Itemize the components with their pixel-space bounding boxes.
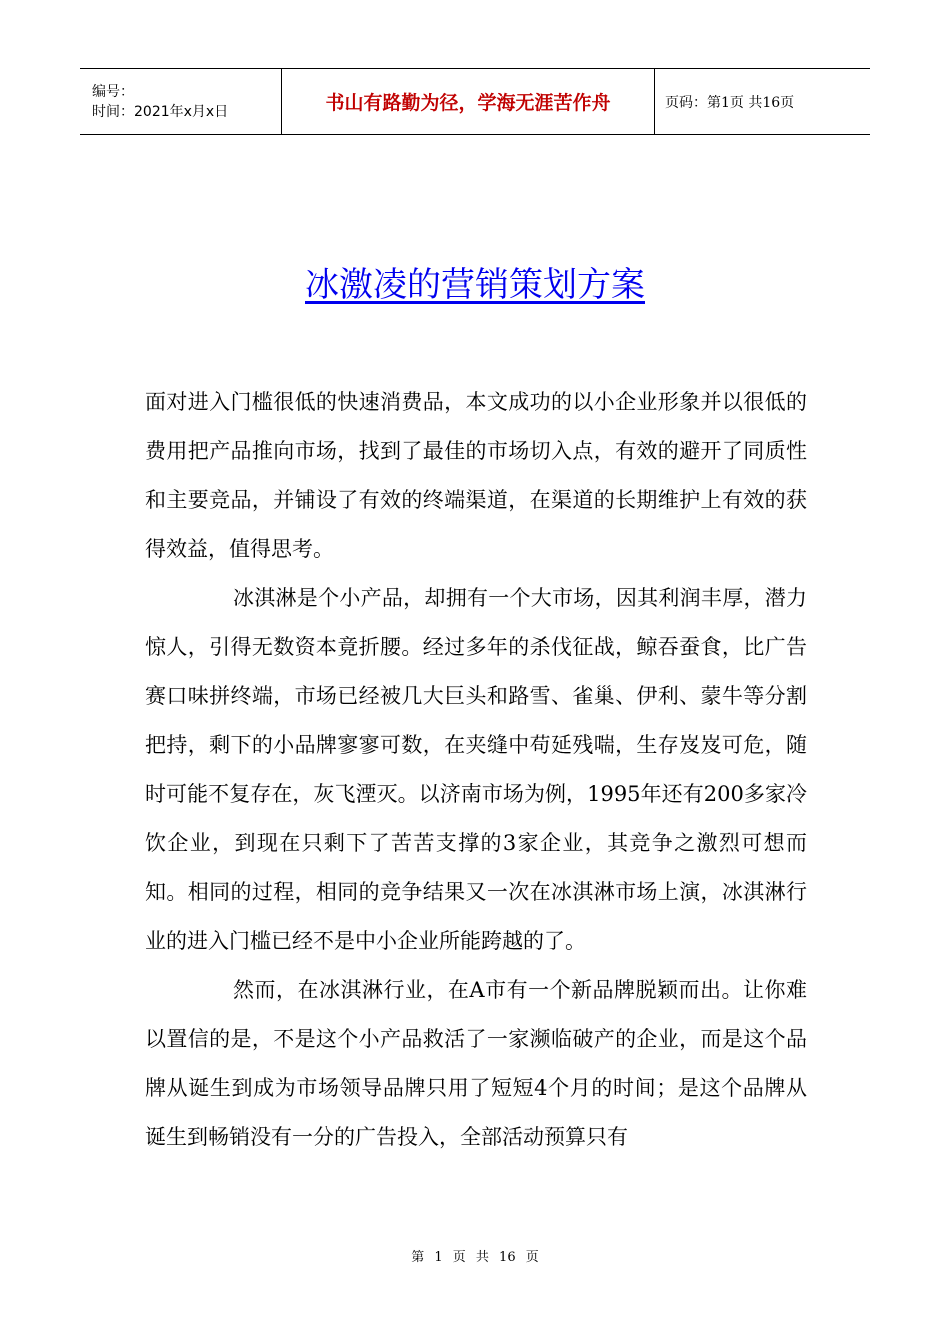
date-label: 时间：2021年x月x日 [92, 103, 229, 120]
serial-number-label: 编号： [92, 83, 134, 100]
header-meta-cell [80, 69, 282, 134]
document-header [80, 68, 870, 135]
body-paragraph: 然而，在冰淇淋行业，在A市有一个新品牌脱颖而出。让你难以置信的是，不是这个小产品救活了一家濒临破产的企业，而是这个品牌从诞生到成为市场领导品牌只用了短短4个月的时间；是这个品牌从诞生到畅销没有一分的广告投入，全部活动预算只有 [145, 978, 807, 1149]
header-motto: 书山有路勤为径，学海无涯苦作舟 [325, 92, 611, 114]
page-footer: 第 1 页 共 16 页 [411, 1250, 539, 1265]
header-motto-cell [282, 69, 655, 134]
document-body [145, 378, 807, 1162]
document-title-link[interactable]: 冰激凌的营销策划方案 [305, 265, 645, 305]
body-paragraph: 面对进入门槛很低的快速消费品，本文成功的以小企业形象并以很低的费用把产品推向市场，找到了最佳的市场切入点，有效的避开了同质性和主要竞品，并铺设了有效的终端渠道，在渠道的长期维护上有效的获得效益，值得思考。 [145, 390, 807, 561]
header-page-cell [655, 69, 870, 134]
header-page-info: 页码：第1页 共16页 [665, 94, 795, 111]
body-paragraph: 冰淇淋是个小产品，却拥有一个大市场，因其利润丰厚，潜力惊人，引得无数资本竟折腰。经过多年的杀伐征战，鲸吞蚕食，比广告赛口味拼终端，市场已经被几大巨头和路雪、雀巢、伊利、蒙牛等分割把持，剩下的小品牌寥寥可数，在夹缝中苟延残喘，生存岌岌可危，随时可能不复存在，灰飞湮灭。以济南市场为例，1995年还有200多家冷饮企业，到现在只剩下了苦苦支撑的3家企业，其竞争之激烈可想而知。相同的过程，相同的竞争结果又一次在冰淇淋市场上演，冰淇淋行业的进入门槛已经不是中小企业所能跨越的了。 [145, 586, 807, 953]
